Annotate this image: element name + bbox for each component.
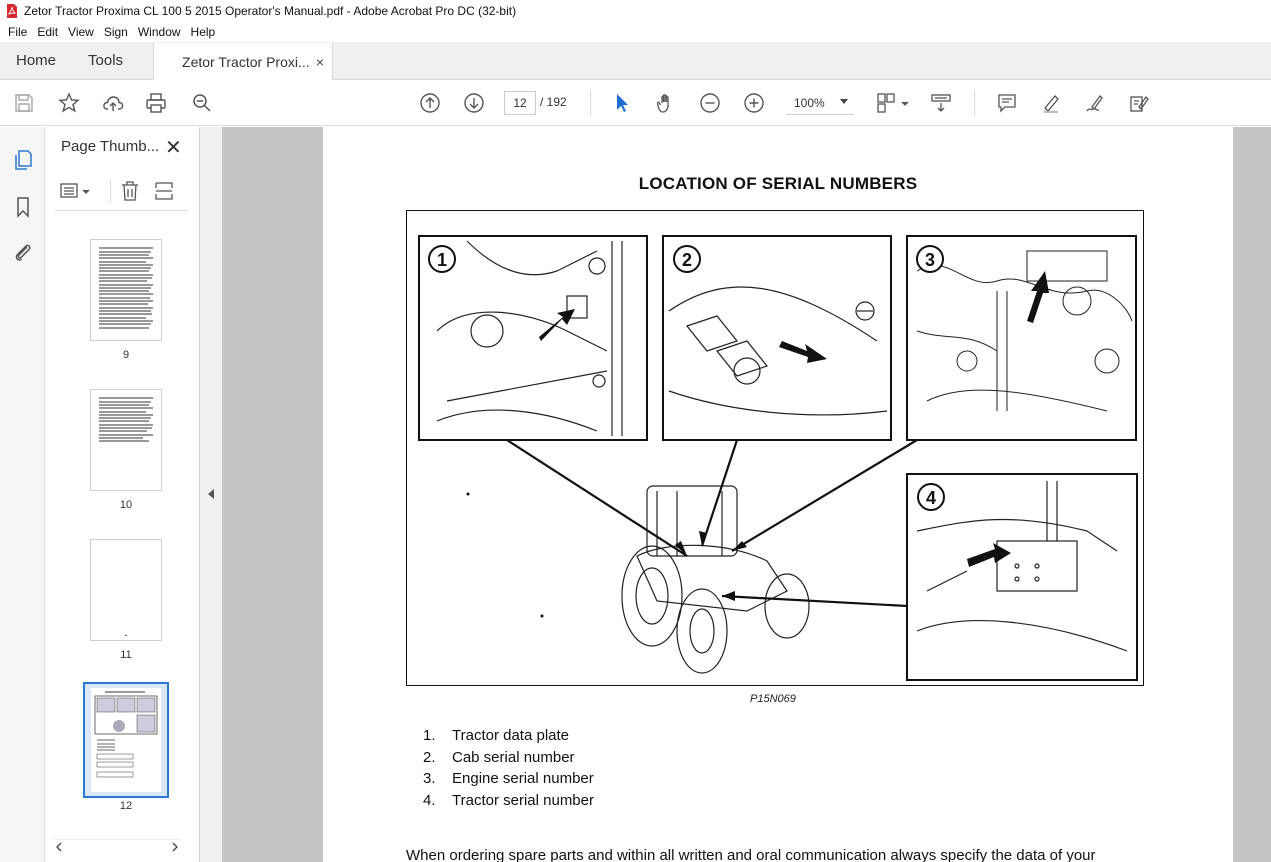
menu-bar: [0, 22, 1271, 42]
menu-window[interactable]: Window: [137, 25, 181, 39]
thumbnail-scrollbar-horizontal[interactable]: [53, 839, 181, 853]
acrobat-logo-icon: [6, 4, 18, 18]
previous-page-icon[interactable]: [418, 91, 442, 115]
page-total: / 192: [540, 95, 567, 109]
chevron-down-icon: [840, 99, 848, 104]
body-paragraph: When ordering spare parts and within all written and oral communication always specify the data of your: [406, 847, 1096, 862]
list-item: [423, 770, 594, 792]
menu-sign[interactable]: Sign: [103, 25, 128, 39]
page-number-input[interactable]: 12: [504, 91, 536, 115]
toolbar-divider-2: [974, 90, 975, 116]
menu-help[interactable]: Help: [190, 25, 216, 39]
zoom-out-icon[interactable]: [698, 91, 722, 115]
list-item-text: Engine serial number: [452, 770, 594, 788]
thumbnail-10-preview: [91, 390, 161, 490]
tab-bar: [0, 42, 1271, 80]
figure-label-2: 2: [681, 250, 693, 270]
find-zoom-icon[interactable]: [190, 91, 214, 115]
list-item-number: 1.: [423, 727, 436, 744]
serial-number-list: [423, 727, 594, 814]
thumbnail-label-10: 10: [119, 499, 133, 511]
hand-tool-icon[interactable]: [654, 91, 678, 115]
figure-label-4: 4: [925, 488, 937, 508]
thumbnail-label-9: 9: [122, 349, 130, 361]
panel-title: Page Thumb...: [61, 138, 160, 155]
close-panel-icon[interactable]: ✕: [165, 137, 182, 159]
thumbnail-page-11[interactable]: [90, 539, 162, 641]
figure-label-3: 3: [924, 250, 936, 270]
scroll-mode-icon[interactable]: [929, 91, 953, 115]
print-icon[interactable]: [144, 91, 168, 115]
comment-icon[interactable]: [995, 91, 1019, 115]
serial-number-figure: [406, 210, 1144, 686]
zoom-level-value: 100%: [794, 95, 825, 110]
thumbnail-page-10[interactable]: [90, 389, 162, 491]
thumbnail-label-11: 11: [120, 649, 132, 661]
page-display-icon[interactable]: [874, 91, 910, 115]
document-view[interactable]: [222, 127, 1271, 862]
panel-collapse-strip[interactable]: [200, 127, 222, 862]
thumbnail-9-preview: [91, 240, 161, 340]
thumbnail-page-9[interactable]: [90, 239, 162, 341]
close-tab-icon[interactable]: ×: [315, 53, 325, 70]
tab-tools[interactable]: Tools: [88, 52, 124, 69]
figure-caption: P15N069: [750, 693, 796, 705]
thumbnail-label-12: 12: [119, 800, 133, 812]
toolbar: [0, 80, 1271, 126]
save-icon[interactable]: [12, 91, 36, 115]
list-item-text: Cab serial number: [452, 748, 575, 766]
tractor-illustration: [407, 211, 1145, 687]
tab-home[interactable]: Home: [16, 52, 57, 69]
document-right-margin: [1233, 127, 1271, 862]
tools-divider: [110, 179, 111, 203]
fill-sign-icon[interactable]: [1127, 91, 1151, 115]
page-thumbnails-icon[interactable]: [11, 148, 35, 172]
figure-label-1: 1: [436, 250, 448, 270]
pdf-page: [323, 127, 1233, 862]
star-icon[interactable]: [57, 91, 81, 115]
collapse-left-arrow-icon[interactable]: [208, 489, 214, 499]
delete-trash-icon[interactable]: [119, 180, 141, 205]
toolbar-divider: [590, 90, 591, 116]
window-title: Zetor Tractor Proxima CL 100 5 2015 Operator's Manual.pdf - Adobe Acrobat Pro DC (32-bit): [24, 4, 517, 18]
list-item-text: Tractor data plate: [452, 727, 570, 744]
list-item: [423, 749, 594, 771]
draw-sign-icon[interactable]: [1083, 91, 1107, 115]
list-item: [423, 792, 594, 814]
thumbnail-11-preview: [91, 540, 161, 640]
left-navigation-rail: [0, 127, 45, 862]
extract-pages-icon[interactable]: [153, 180, 175, 205]
document-tab-label: Zetor Tractor Proxi...: [182, 53, 310, 70]
bookmark-icon[interactable]: [11, 195, 35, 219]
next-page-icon[interactable]: [462, 91, 486, 115]
list-item-number: 3.: [423, 770, 436, 788]
list-item-number: 4.: [423, 792, 436, 810]
list-item: [423, 727, 594, 749]
panel-tools: [55, 175, 188, 211]
title-bar: [0, 0, 1271, 22]
page-heading: LOCATION OF SERIAL NUMBERS: [638, 174, 918, 193]
list-item-text: Tractor serial number: [452, 792, 594, 810]
thumbnail-page-12-selected[interactable]: [83, 682, 169, 798]
menu-view[interactable]: View: [68, 25, 94, 39]
attachment-paperclip-icon[interactable]: [11, 240, 35, 264]
list-item-number: 2.: [423, 748, 436, 766]
tab-document[interactable]: [153, 43, 333, 80]
menu-edit[interactable]: Edit: [37, 25, 59, 39]
upload-cloud-icon[interactable]: [101, 91, 125, 115]
thumbnail-12-preview: [85, 684, 167, 796]
highlight-pen-icon[interactable]: [1039, 91, 1063, 115]
thumbnail-options-icon[interactable]: [59, 180, 93, 205]
select-cursor-icon[interactable]: [610, 91, 634, 115]
page-thumbnails-panel: [45, 127, 200, 862]
zoom-in-icon[interactable]: [742, 91, 766, 115]
zoom-level-select[interactable]: [786, 91, 854, 115]
menu-file[interactable]: File: [8, 25, 28, 39]
